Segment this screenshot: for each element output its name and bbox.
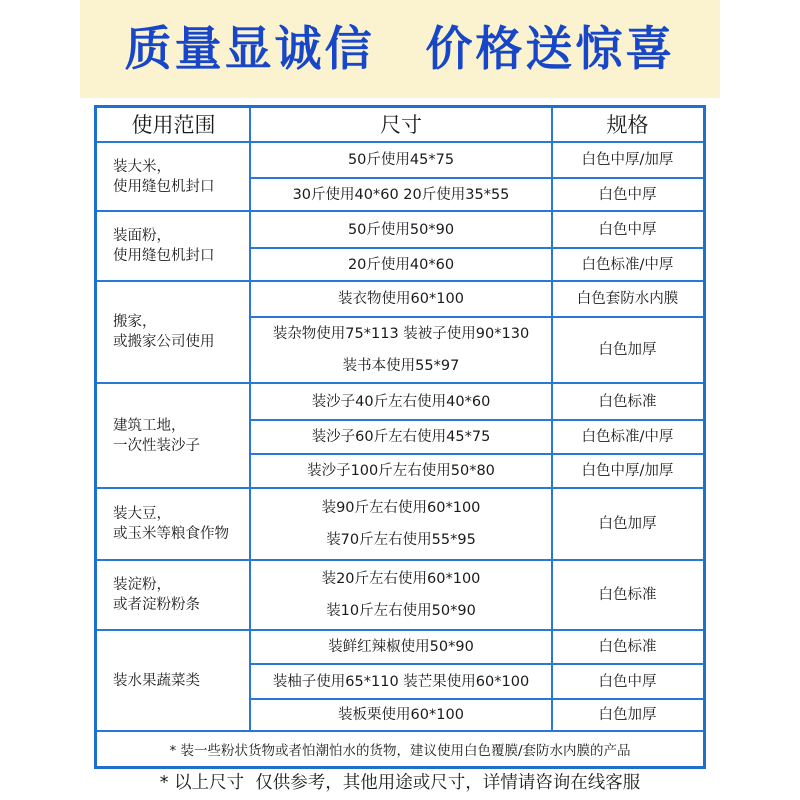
cell-text: 50斤使用50*90	[347, 221, 455, 238]
cell-text: 装板栗使用60*100	[338, 707, 464, 723]
usage-cell	[97, 142, 250, 211]
cell-text: 装大米，	[113, 158, 171, 175]
size-cell	[250, 664, 552, 699]
cell-text: 装70斤左右使用55*95	[326, 532, 476, 548]
size-cell	[250, 142, 552, 178]
spec-cell: 白色加厚	[598, 516, 657, 532]
table-divider	[250, 247, 703, 249]
table-divider	[551, 108, 553, 731]
size-cell	[250, 420, 552, 454]
cell-text: 装20斤左右使用60*100	[321, 571, 481, 587]
header-spec: 规格	[606, 113, 649, 137]
size-cell	[250, 248, 552, 281]
header-usage: 使用范围	[131, 113, 216, 137]
table-note: * 装一些粉状货物或者怕潮怕水的货物，建议使用白色覆膜/套防水内膜的产品	[169, 742, 631, 759]
cell-text: 装沙子100斤左右使用50*80	[307, 463, 495, 479]
cell-text: 一次性装沙子	[113, 437, 200, 454]
usage-cell	[97, 383, 250, 488]
usage-cell	[97, 560, 250, 630]
cell-text: 装淀粉，	[113, 577, 171, 593]
size-cell	[250, 454, 552, 488]
size-cell	[250, 178, 552, 211]
cell-text: 装沙子60斤左右使用45*75	[311, 429, 491, 445]
cell-text: 装水果蔬菜类	[113, 672, 200, 689]
cell-text: 装鲜红辣椒使用50*90	[328, 639, 474, 655]
table-divider	[97, 730, 703, 732]
spec-cell: 白色加厚	[598, 707, 657, 723]
cell-text: 或者淀粉粉条	[113, 597, 200, 613]
usage-cell	[97, 630, 250, 731]
cell-text: 装面粉，	[113, 228, 171, 244]
table-divider	[250, 663, 703, 665]
spec-cell: 白色标准	[598, 587, 657, 603]
spec-cell: 白色中厚	[598, 673, 657, 690]
size-cell	[250, 281, 552, 317]
spec-cell: 白色标准/中厚	[581, 429, 674, 445]
table-divider	[250, 419, 703, 421]
size-cell	[250, 630, 552, 664]
size-cell	[250, 383, 552, 420]
cell-text: 使用缝包机封口	[113, 178, 215, 195]
spec-cell: 白色中厚	[598, 221, 657, 238]
cell-text: 装书本使用55*97	[342, 358, 460, 374]
spec-cell: 白色套防水内膜	[576, 291, 679, 307]
cell-text: 使用缝包机封口	[113, 248, 215, 264]
cell-text: 搬家，	[113, 314, 157, 330]
cell-text: 装衣物使用60*100	[338, 291, 464, 307]
size-cell	[250, 560, 552, 630]
cell-text: 装10斤左右使用50*90	[326, 603, 476, 619]
table-divider	[250, 177, 703, 179]
cell-text: 30斤使用40*60 20斤使用35*55	[292, 186, 510, 203]
spec-cell: 白色中厚/加厚	[581, 463, 674, 479]
table-divider	[250, 316, 703, 318]
size-cell	[250, 317, 552, 383]
cell-text: 装杂物使用75*113 装被子使用90*130	[272, 326, 530, 342]
spec-cell: 白色标准	[598, 639, 657, 655]
cell-text: 装柚子使用65*110 装芒果使用60*100	[272, 673, 530, 690]
banner-title: 质量显诚信 价格送惊喜	[124, 22, 676, 77]
size-cell	[250, 211, 552, 248]
size-cell	[250, 488, 552, 560]
spec-cell: 白色标准	[598, 393, 657, 410]
footer-note: * 以上尺寸 仅供参考，其他用途或尺寸，详情请咨询在线客服	[159, 773, 641, 793]
spec-cell: 白色加厚	[598, 342, 657, 358]
cell-text: 或玉米等粮食作物	[113, 526, 229, 542]
spec-table	[94, 105, 706, 769]
usage-cell	[97, 488, 250, 560]
cell-text: 装沙子40斤左右使用40*60	[311, 393, 491, 410]
cell-text: 50斤使用45*75	[347, 152, 455, 168]
spec-cell: 白色中厚/加厚	[581, 152, 674, 168]
table-divider	[250, 453, 703, 455]
usage-cell	[97, 211, 250, 281]
spec-cell: 白色中厚	[598, 186, 657, 203]
table-divider	[250, 698, 703, 700]
table-divider	[249, 108, 251, 731]
header-size: 尺寸	[380, 113, 422, 137]
usage-cell	[97, 281, 250, 383]
cell-text: 建筑工地，	[113, 417, 186, 434]
size-cell	[250, 699, 552, 731]
cell-text: 20斤使用40*60	[347, 256, 455, 273]
cell-text: 装大豆，	[113, 506, 171, 522]
spec-cell: 白色标准/中厚	[581, 256, 674, 273]
cell-text: 或搬家公司使用	[113, 334, 215, 350]
cell-text: 装90斤左右使用60*100	[321, 500, 481, 516]
